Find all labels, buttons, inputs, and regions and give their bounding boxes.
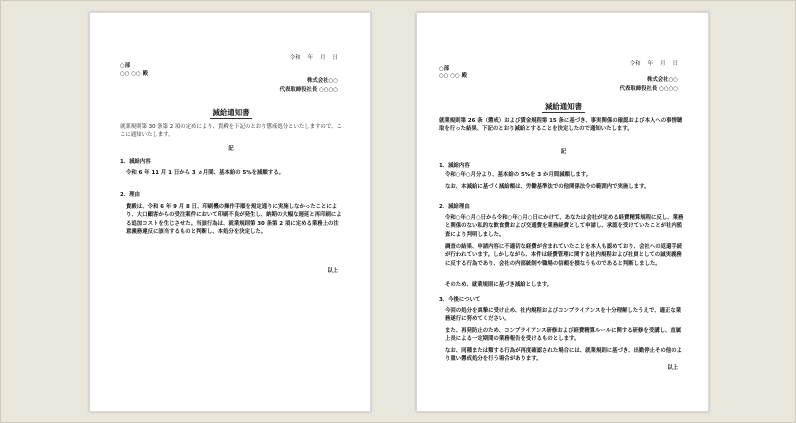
document-page-left xyxy=(89,12,371,412)
section-1-heading: 1．減給内容 xyxy=(120,159,151,165)
date: 令和 年 月 日 xyxy=(289,55,338,61)
representative: 代表取締役社長 ○○○○ xyxy=(279,87,338,93)
section-2-paragraph-1: 令和○年○月○日から令和○年○月○日にかけて、あなたは会社が定める経費精算規程に反し、業務と関係のない私的な飲食費および交通費を業務経費として申請し、承認を受けていたことが社内監査により判明しました。 xyxy=(445,215,684,238)
document-page-right xyxy=(416,12,709,412)
recipient-department: ○部 xyxy=(439,66,450,72)
closing-mark: 以上 xyxy=(667,365,678,371)
intro-text: 就業規則第 30 条第 2 項の定めにより、貴殿を下記のとおり懲戒処分といたしますので、ここに通知いたします。 xyxy=(120,124,342,139)
date: 令和 年 月 日 xyxy=(629,61,678,67)
section-3-paragraph-2: また、再発防止のため、コンプライアンス研修および経費精算ルールに関する研修を受講し、直属上長による一定期間の業務報告を受けるものとします。 xyxy=(445,328,682,343)
document-title: 減給通知書 xyxy=(90,107,372,118)
section-3-paragraph-3: なお、同種または類する行為が再度確認された場合には、就業規則に基づき、出勤停止その他のより重い懲戒処分を行う場合があります。 xyxy=(445,348,682,363)
section-2-heading: 2．理由 xyxy=(120,192,140,198)
section-1-paragraph-2: なお、本減給に基づく減給額は、労働基準法での他関係法令の範囲内で実施します。 xyxy=(445,184,650,190)
section-1-body: 令和 6 年 11 月 1 日から 3 ヵ月間、基本給の 5%を減額する。 xyxy=(126,170,284,176)
intro-text: 就業規則第 26 条（懲戒）および賃金規程第 15 条に基づき、事実関係の確認および本人への事情聴取を行った結果、下記のとおり減給とすることを決定したので通知いたします。 xyxy=(439,118,683,133)
company-name: 株式会社○○ xyxy=(307,78,338,84)
section-2-paragraph-3: そのため、就業規則に基づき減給とします。 xyxy=(445,282,553,288)
closing-mark: 以上 xyxy=(327,268,338,274)
ki-mark: 記 xyxy=(560,149,567,155)
ki-mark: 記 xyxy=(228,146,234,152)
section-2-heading: 2．減給理由 xyxy=(439,204,470,210)
company-name: 株式会社○○ xyxy=(647,77,678,83)
document-title: 減給通知書 xyxy=(417,101,710,112)
representative: 代表取締役社長 ○○○○ xyxy=(619,86,678,92)
section-1-paragraph-1: 令和○年○月分より、基本給の 5%を 3 か月間減額します。 xyxy=(445,172,592,178)
recipient-department: ○部 xyxy=(120,63,131,69)
section-1-heading: 1．減給内容 xyxy=(439,163,470,169)
section-3-heading: 3．今後について xyxy=(439,297,481,303)
recipient-name: ○○ ○○ 殿 xyxy=(439,73,467,79)
section-2-body: 貴殿は、令和 6 年 9 月 8 日、印刷機の操作手順を規定通りに実施しなかったことにより、大口顧客からの受注案件において印刷不良が発生し、納期の大幅な遅延と再印刷による追加コストを生じさせた。当該行為は、就業規則第 30 条第 2 項に定める業務上の注意義務違反に該当するものと判断し、本処分を決定した。 xyxy=(126,204,342,236)
section-2-paragraph-2: 調査の結果、申請内容に不適切な経費が含まれていたことを本人も認めており、会社への返還手続が行われています。しかしながら、本件は経費管理に関する社内規程および社員としての誠実義務に反する行為であり、会社の内部統制や職場の信頼を損なうものであると判断しました。 xyxy=(445,244,683,267)
section-3-paragraph-1: 今回の処分を真摯に受け止め、社内規程およびコンプライアンスを十分理解したうえで、適正な業務遂行に努めてください。 xyxy=(445,308,682,323)
recipient-name: ○○ ○○ 殿 xyxy=(120,71,148,77)
